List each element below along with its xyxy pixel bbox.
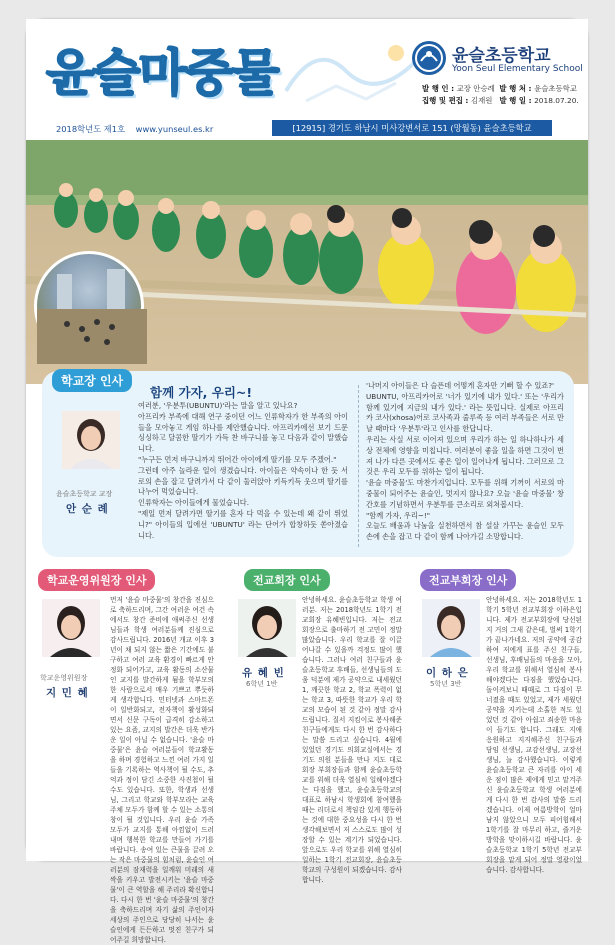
committee-role: 학교운영위원장 bbox=[40, 674, 88, 682]
president-role: 6학년 1반 bbox=[246, 680, 278, 688]
vice-president-text: 안녕하세요. 저는 2018학년도 1학기 5학년 전교부회장 이하은입니다. 제가 전교부회장에 당선된지 거의 그새 같은데, 벌써 1학기가 끝나가네요. 저의 공약에 공감하여 저에게 표를 주신 친구들, 선생님, 후배님들의 마음을 모아, 우리 학교를 위해서 열심히 봉사해야겠다는 다짐을 했었습니다. 돌이켜보니 때때로 그 다짐이 무너졌을 때도 있었고, 제가 세웠던 공약을 지키는데 소홀한 적도 있었던 것 같아 아쉽고 죄송한 마음이 들기도 합니다. 그래도 지애 응원하고 지지해주신 친구들과 담임 선생님, 교감선생님, 교장선생님, 늘 감사했습니다. 이렇게 윤슬초등학교 큰 자리를 아이 세운 점이 많은 제에게 믿고 맡겨주신 윤슬초등학교 학생 여러분에게 다시 한 번 감사의 말씀 드리겠습니다. 이제 여름방학이 얼마 남지 않았으니 모두 피어힘해서 1학기를 잘 마무리 하고, 즐거운 방학을 맞이하시길 바랍니다. 윤슬초등학교 1학기 5학년 전교부회장을 맡게 되어 정말 영광이었습니다. 감사합니다. bbox=[486, 596, 582, 874]
date-label: 발 행 일 : bbox=[499, 96, 535, 105]
doodle-illustration bbox=[276, 31, 426, 111]
issuer: 윤슬초등학교 bbox=[534, 84, 577, 93]
editor-label: 집행 및 편집 : bbox=[422, 96, 471, 105]
column-divider bbox=[358, 385, 359, 547]
principal-role: 윤슬초등학교 교장 bbox=[56, 490, 113, 498]
committee-name: 지 민 혜 bbox=[46, 687, 89, 699]
committee-section-title: 학교운영위원장 인사 bbox=[38, 569, 155, 591]
school-name-english: Yoon Seul Elementary School bbox=[452, 64, 583, 74]
school-name: 윤슬초등학교 bbox=[452, 46, 551, 66]
principal-greeting-section bbox=[42, 371, 574, 557]
principal-photo bbox=[62, 411, 120, 469]
committee-text: 먼저 '윤슬 마중물'의 창간을 진심으로 축하드리며, 그간 여러운 여건 속에서도 창간 준비에 애써주신 선생님들과 학생 여러분들께 진심으로 감사드립니다. 2016년 개교 이후 3년이 채 되지 않는 짧은 기간에도 불구하고 여러 교육 환경이 빠르게 안정화 되어가고, 교육 활동의 소산물인 교지를 발간하게 됨을 학부모의 한 사람으로서 매우 기쁘고 뿌듯하게 생각합니다. 민터넷과 스마트폰이 일반화되고, 전자책이 활성화되면서 신문 구독이 급격히 감소하고 있는 요즘, 교지의 발간은 더욱 반가운 일이 아닐 수 없습니다. '윤슬 마중물'은 윤슬 여러분들이 학교활동을 하며 경험하고 느낀 여러 가지 일들을 기록하는 역사책이 될 수도, 추억과 정이 담긴 소중한 사진첩이 될 수도 있습니다. 또한, 학생과 선생님, 그리고 학교와 학부모라는 교육 주체 모두가 함께 할 수 있는 소통의 창이 될 것입니다. 우리 윤슬 가족 모두가 교지를 통해 아낌없이 드러내며 행복한 학교를 만들어 가기를 바랍니다. 송여 있는 큰물을 끌려 오는 작은 마중물의 힘처럼, 윤슬인 여러분의 잠재력을 일깨워 미래의 새싹을 키우고 발전시키는 '윤슬 마중물'이 큰 역할을 해 주리라 확신합니다. 다시 한 번 '윤슬 마중물'의 창간을 축하드리며 자기 삶의 주인이자 세상의 주인으로 당당히 나서는 윤슬인에게 든든하고 멋진 친구가 되어주길 희망합니다. bbox=[110, 596, 214, 944]
publish-date: 2018.07.20. bbox=[534, 96, 579, 105]
newsletter-title: 윤슬마중물 bbox=[46, 44, 278, 102]
issue-bar bbox=[56, 120, 552, 136]
principal-para: 여러분, '우분투(UBUNTU)'라는 말을 알고 있나요? bbox=[138, 401, 298, 410]
principal-para: "누구든 먼저 바구니까지 뛰어간 아이에게 딸기를 모두 주겠어." bbox=[138, 454, 337, 464]
vice-president-greeting-section bbox=[410, 563, 588, 874]
committee-greeting-section bbox=[26, 563, 218, 944]
president-section-title: 전교회장 인사 bbox=[244, 569, 330, 591]
principal-para: '나머지 아이들은 다 슬픈데 어떻게 혼자만 기뻐 할 수 있죠?' bbox=[366, 381, 555, 390]
president-greeting-section bbox=[222, 563, 406, 884]
school-address: [12915] 경기도 하남시 미사강변서로 151 (망월동) 윤슬초등학교 bbox=[272, 120, 552, 136]
masthead bbox=[26, 19, 588, 119]
school-url[interactable]: www.yunseul.es.kr bbox=[135, 124, 214, 134]
school-logo-icon bbox=[412, 41, 446, 75]
principal-para: 오늘도 배움과 나눔을 실천하면서 참 설살 가꾸는 윤슬인 모두 손에 손을 잡고 다 같이 함께 나아가길 소망합니다. bbox=[366, 521, 564, 542]
inset-photo bbox=[34, 251, 144, 361]
issuer-label: 발 행 처 : bbox=[499, 84, 535, 93]
issue-number bbox=[56, 123, 213, 135]
principal-para: 우리는 사실 서로 이어져 있으며 우리가 하는 일 하나하나가 세상 전체에 영향을 미칩니다. 여러분이 좋을 일을 하면 그것이 번져 나가 다른 곳에서도 좋은 일이 일어나게 됩니다. 그러므로 그것은 우리 모두를 위하는 일이 됩니다. bbox=[366, 434, 564, 477]
publisher: 교장 안승례 bbox=[456, 84, 495, 93]
vice-president-photo bbox=[422, 599, 480, 657]
principal-text-col2 bbox=[366, 381, 564, 543]
principal-para: UBUNTU, 아프리카어로 '너가 있기에 내가 있다.' 또는 '우리가 함께 있기에 지금의 내가 있다.' 라는 뜻입니다. 실제로 아프리카 코사(xhosa)어로 코사족과 줄루족 등 여러 부족들은 서로 만날 때마다 '우분투'라고 인사를 한답니다. bbox=[366, 391, 564, 434]
publisher-label: 발 행 인 : bbox=[422, 84, 457, 93]
editor: 김재원 bbox=[470, 96, 493, 105]
president-photo bbox=[238, 599, 296, 657]
vice-president-name: 이 하 은 bbox=[426, 667, 469, 679]
principal-name: 안 순 례 bbox=[66, 503, 109, 515]
principal-para: '윤슬 마중물'도 마찬가지입니다. 모두를 위해 기꺼이 서로의 마중물이 되어주는 윤슬인, 멋지지 않나요? 오늘 '윤슬 마중물' 창간호를 기념하면서 우분투를 큰소리로 외쳐봅시다. bbox=[366, 478, 564, 509]
newsletter-page bbox=[26, 19, 588, 944]
president-text: 안녕하세요. 윤슬초등학교 학생 여러분. 저는 2018학년도 1학기 전교회장 유혜빈입니다. 저는 전교 회장으로 출마하기 전 고민이 정말 많았습니다. 우리 학교를 잘 이끌어나갈 수 있을까 걱정도 많이 했습니다. 그러나 여러 친구들과 윤슬초등학교 후배들, 선생님들의 도움 덕분에 제가 공약으로 내세웠던 1, 깨끗한 학교 2, 학교 폭력이 없는 학교 3, 따뜻한 학교가 우리 학교의 모습이 된 것 같아 정말 감사드립니다. 질서 지킴이로 봉사해준 친구들에게도 다시 한 번 감사하다는 말씀 드리고 싶습니다. 4월에 있었던 경기도 의회교실에서는 경기도 의원 분들을 만나 지도 대로 회장 부회장들과 함께 윤슬초등학교를 위해 더욱 열심히 일해야겠다는 다짐을 했고, 윤슬초등학교의 대표로 하남시 학생회에 참여했을 때는 리더로서 책임감 있게 행동하는 것에 대한 중요성을 다시 한 번 생각해보면서 저 스스로도 많이 성장할 수 있는 계기가 되었습니다. 앞으로도 우리 학교를 위해 열심히 일하는 1학기 전교회장, 윤슬초등학교의 구성원이 되겠습니다. 감사합니다. bbox=[302, 596, 402, 884]
principal-para: "함께 가자, 우리~!" bbox=[366, 510, 431, 520]
principal-para: 인류학자는 아이들에게 물었습니다. bbox=[138, 498, 250, 508]
principal-headline: 함께 가자, 우리~! bbox=[150, 385, 253, 400]
principal-para: 그런데 아주 놀라운 일이 생겼습니다. 아이들은 약속이나 한 듯 서로의 손을 잡고 달려가서 다 같이 둘러앉아 키득키득 웃으며 딸기를 나누어 먹었습니다. bbox=[138, 465, 348, 497]
issue-label: 2018학년도 제1호 bbox=[56, 124, 126, 134]
principal-section-title: 학교장 인사 bbox=[52, 369, 132, 392]
principal-para: 아프리카 부족에 대해 연구 중이던 어느 인류학자가 한 부족의 아이들을 모아놓고 게임 하나를 제안했습니다. 아프리카에선 보기 드문 싱싱하고 달콤한 딸기가 가득 찬 바구니를 놓고 다음과 같이 말했습니다. bbox=[138, 411, 348, 454]
president-name: 유 혜 빈 bbox=[242, 667, 285, 679]
vice-president-section-title: 전교부회장 인사 bbox=[420, 569, 516, 591]
vice-president-role: 5학년 3반 bbox=[430, 680, 462, 688]
principal-para: "제일 먼저 달려가면 딸기를 혼자 다 먹을 수 있는데 왜 같이 뛰었니?" 아이들의 입에선 'UBUNTU' 라는 단어가 합창하듯 쏟아졌습니다. bbox=[138, 508, 348, 540]
publication-info bbox=[422, 83, 579, 107]
committee-photo bbox=[42, 599, 100, 657]
principal-text-col1 bbox=[138, 401, 348, 541]
